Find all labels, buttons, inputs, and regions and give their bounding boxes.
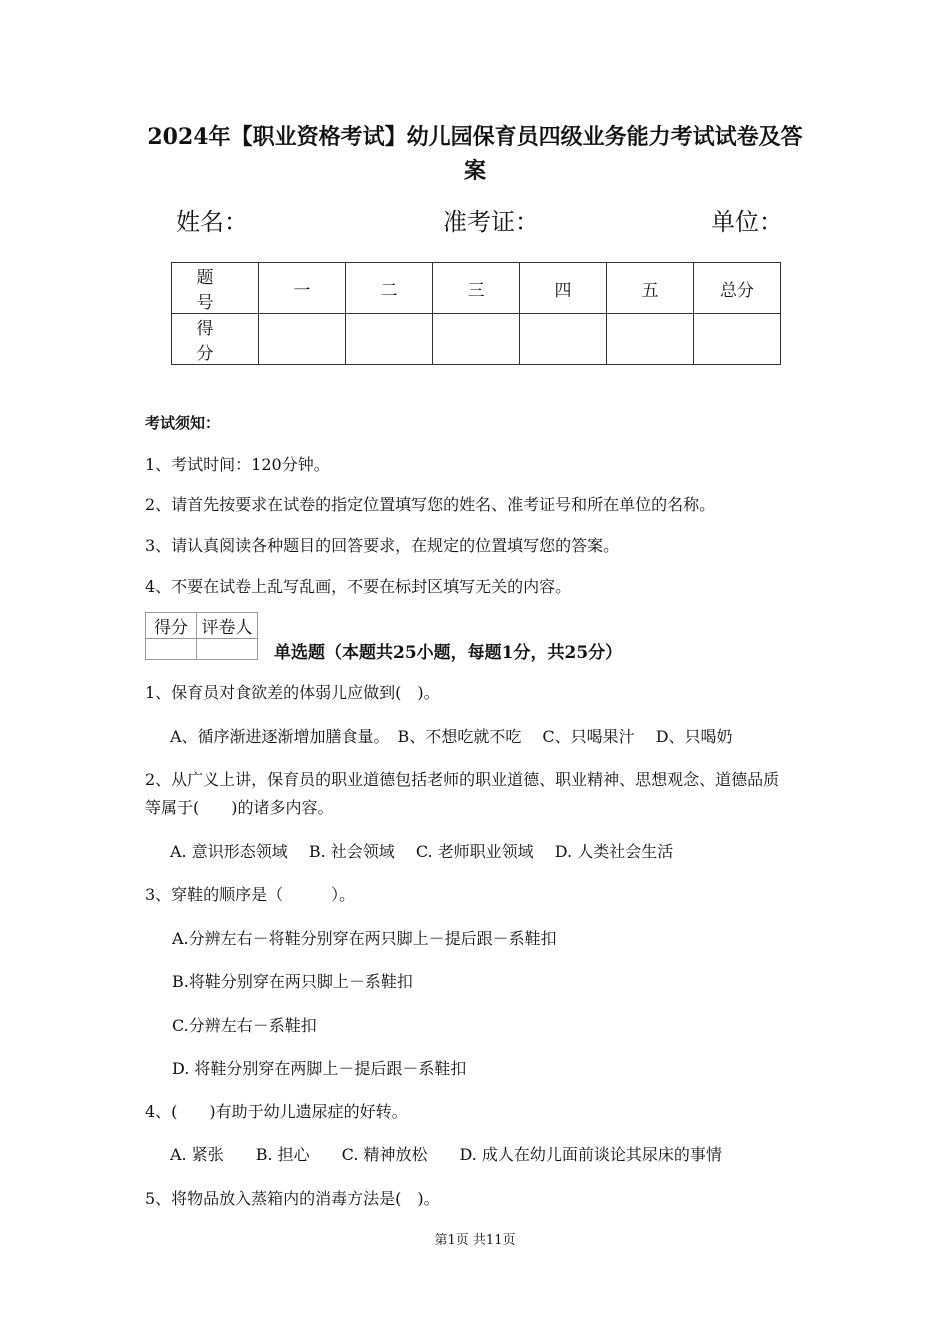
- score-table-header-cell: 一: [259, 263, 346, 314]
- score-table-header-cell: 三: [433, 263, 520, 314]
- question-3-option-b: B.将鞋分别穿在两只脚上－系鞋扣: [172, 972, 413, 991]
- name-label: 姓名：: [176, 208, 248, 236]
- question-1-options: A、循序渐进逐渐增加膳食量。 B、不想吃就不吃 C、只喝果汁 D、只喝奶: [170, 727, 733, 746]
- question-3-option-a: A.分辨左右－将鞋分别穿在两只脚上－提后跟－系鞋扣: [172, 929, 557, 948]
- score-input-cell[interactable]: [433, 314, 520, 365]
- grader-table: [145, 612, 258, 660]
- question-4-options: A. 紧张 B. 担心 C. 精神放松 D. 成人在幼儿面前谈论其尿床的事情: [170, 1145, 722, 1164]
- question-1: 1、保育员对食欲差的体弱儿应做到( )。: [145, 683, 440, 702]
- question-2-line2: 等属于( )的诸多内容。: [145, 798, 334, 817]
- unit-label: 单位：: [711, 208, 783, 236]
- exam-id-label: 准考证：: [443, 208, 539, 236]
- question-2-line1: 2、从广义上讲，保育员的职业道德包括老师的职业道德、职业精神、思想观念、道德品质: [145, 770, 780, 789]
- grader-score-cell[interactable]: [146, 639, 197, 660]
- notice-item: 1、考试时间：120分钟。: [145, 455, 330, 474]
- score-table-header-cell: 题 号: [172, 263, 259, 314]
- score-input-cell[interactable]: [346, 314, 433, 365]
- notice-item: 4、不要在试卷上乱写乱画，不要在标封区填写无关的内容。: [145, 577, 572, 596]
- question-4: 4、( )有助于幼儿遗尿症的好转。: [145, 1102, 408, 1121]
- score-table: [171, 262, 781, 365]
- score-table-header-cell: 四: [520, 263, 607, 314]
- question-3-option-d: D. 将鞋分别穿在两脚上－提后跟－系鞋扣: [172, 1059, 467, 1078]
- score-table-score-row: [172, 314, 781, 365]
- grader-reviewer-label: 评卷人: [197, 613, 258, 639]
- document-title-line2: 案: [463, 158, 486, 184]
- question-3: 3、穿鞋的顺序是（ ）。: [145, 885, 356, 904]
- score-row-label: 得 分: [172, 314, 259, 365]
- score-input-cell[interactable]: [694, 314, 781, 365]
- score-table-header-cell: 二: [346, 263, 433, 314]
- score-table-header-cell: 总分: [694, 263, 781, 314]
- question-5: 5、将物品放入蒸箱内的消毒方法是( )。: [145, 1189, 440, 1208]
- score-table-header-cell: 五: [607, 263, 694, 314]
- notice-item: 2、请首先按要求在试卷的指定位置填写您的姓名、准考证号和所在单位的名称。: [145, 495, 716, 514]
- score-input-cell[interactable]: [259, 314, 346, 365]
- notice-item: 3、请认真阅读各种题目的回答要求，在规定的位置填写您的答案。: [145, 536, 620, 555]
- document-title-line1: 2024年【职业资格考试】幼儿园保育员四级业务能力考试试卷及答: [147, 124, 803, 150]
- question-3-option-c: C.分辨左右－系鞋扣: [172, 1016, 317, 1035]
- grader-reviewer-cell[interactable]: [197, 639, 258, 660]
- question-2-options: A. 意识形态领域 B. 社会领域 C. 老师职业领域 D. 人类社会生活: [170, 842, 674, 861]
- score-input-cell[interactable]: [607, 314, 694, 365]
- score-input-cell[interactable]: [520, 314, 607, 365]
- grader-score-label: 得分: [146, 613, 197, 639]
- notice-heading: 考试须知：: [145, 414, 221, 432]
- page-footer: 第1页 共11页: [434, 1233, 516, 1248]
- score-table-header-row: [172, 263, 781, 314]
- section-title: 单选题（本题共25小题，每题1分，共25分）: [274, 643, 623, 663]
